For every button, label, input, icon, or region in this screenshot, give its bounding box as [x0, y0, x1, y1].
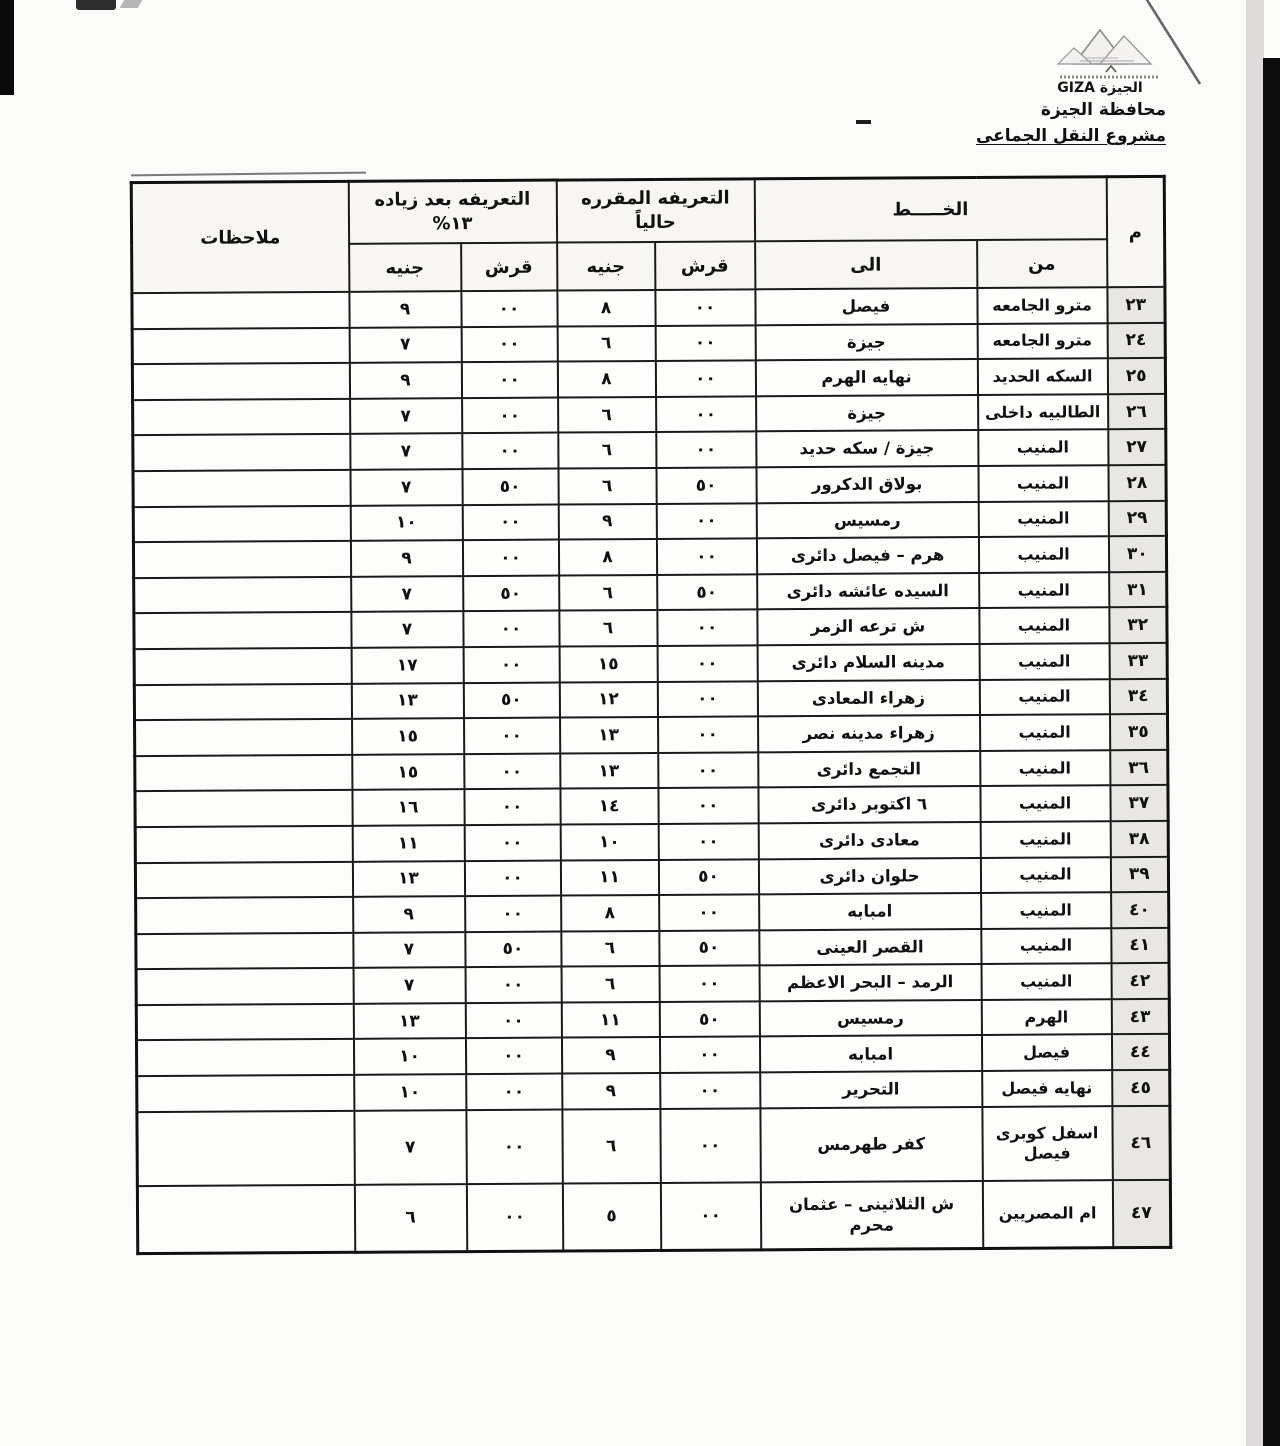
row-number-cell: ٣٥: [1110, 714, 1168, 750]
scan-edge-strip-gray: [1246, 0, 1264, 1446]
current-piasters-cell: ٠٠: [655, 325, 755, 361]
to-cell: مدينه السلام دائرى: [757, 644, 979, 681]
current-pounds-cell: ١٣: [560, 753, 658, 789]
header-current-tariff: [556, 179, 754, 243]
new-pounds-cell: ١٣: [351, 683, 463, 719]
notes-cell: [133, 470, 350, 507]
notes-cell: [132, 363, 349, 400]
row-number-cell: ٤٢: [1111, 963, 1169, 999]
notes-cell: [133, 399, 350, 436]
new-pounds-cell: ٧: [354, 1110, 466, 1185]
current-pounds-cell: ٦: [558, 397, 656, 433]
current-piasters-cell: ٠٠: [656, 432, 756, 468]
row-number-cell: ٢٨: [1108, 465, 1166, 501]
row-number-cell: ٢٤: [1107, 322, 1165, 358]
to-cell: الرمد – البحر الاعظم: [759, 964, 981, 1001]
current-pounds-cell: ٦: [559, 575, 657, 611]
new-piasters-cell: ٠٠: [465, 1002, 561, 1038]
current-piasters-cell: ٥٠: [657, 574, 757, 610]
header-increased-tariff: [348, 180, 556, 244]
separator-dash: [856, 120, 871, 124]
to-cell: هرم – فيصل دائرى: [756, 537, 978, 574]
notes-cell: [133, 434, 350, 471]
from-cell: المنيب: [978, 536, 1108, 572]
new-piasters-cell: ٠٠: [464, 718, 560, 754]
row-number-cell: ٣٣: [1109, 643, 1167, 679]
to-cell: زهراء مدينه نصر: [758, 715, 980, 752]
from-cell: المنيب: [980, 857, 1110, 893]
to-cell: ٦ اكتوبر دائرى: [758, 786, 980, 823]
new-pounds-cell: ١٦: [352, 789, 464, 825]
row-number-cell: ٣١: [1109, 572, 1167, 608]
row-number-cell: ٣٤: [1109, 678, 1167, 714]
new-piasters-cell: ٠٠: [465, 967, 561, 1003]
project-title: مشروع النقل الجماعى: [975, 126, 1166, 146]
current-piasters-cell: ٠٠: [659, 894, 759, 930]
current-piasters-cell: ٠٠: [658, 716, 758, 752]
new-piasters-cell: ٠٠: [461, 326, 557, 362]
new-pounds-cell: ٧: [351, 576, 463, 612]
header-increased-tariff-line2: ١٣%: [432, 213, 473, 235]
from-cell: المنيب: [981, 892, 1111, 928]
to-cell: معادى دائرى: [758, 822, 980, 859]
new-piasters-cell: ٠٠: [466, 1109, 562, 1184]
from-cell: الطالبيه داخلى: [978, 394, 1108, 430]
current-piasters-cell: ٠٠: [658, 823, 758, 859]
current-piasters-cell: ٥٠: [656, 467, 756, 503]
row-number-cell: ٣٨: [1110, 821, 1168, 857]
from-cell: المنيب: [979, 572, 1109, 608]
new-piasters-cell: ٠٠: [461, 291, 557, 327]
new-pounds-cell: ٧: [351, 611, 463, 647]
current-pounds-cell: ٨: [557, 361, 655, 397]
new-piasters-cell: ٠٠: [465, 1038, 561, 1074]
current-pounds-cell: ٦: [558, 468, 656, 504]
row-number-cell: ٤٠: [1111, 892, 1169, 928]
current-pounds-cell: ٦: [562, 1109, 660, 1184]
current-pounds-cell: ٩: [561, 1037, 659, 1073]
new-piasters-cell: ٠٠: [464, 753, 560, 789]
notes-cell: [134, 683, 351, 720]
row-number-cell: ٢٩: [1108, 500, 1166, 536]
to-cell: جيزة: [756, 395, 978, 432]
notes-cell: [135, 861, 352, 898]
to-cell: التحرير: [760, 1071, 982, 1108]
row-number-cell: ٢٧: [1108, 429, 1166, 465]
from-cell: السكه الحديد: [977, 358, 1107, 394]
new-piasters-cell: ٥٠: [463, 682, 559, 718]
new-piasters-cell: ٠٠: [462, 540, 558, 576]
new-piasters-cell: ٠٠: [464, 860, 560, 896]
header-current-pounds: جنيه: [557, 242, 655, 291]
new-piasters-cell: ٠٠: [461, 362, 557, 398]
scan-edge-artifact-left: [0, 0, 14, 95]
from-cell: المنيب: [980, 821, 1110, 857]
notes-cell: [132, 327, 349, 364]
to-cell: كفر طهرمس: [760, 1107, 982, 1182]
row-number-cell: ٣٦: [1110, 750, 1168, 786]
current-piasters-cell: ٠٠: [656, 503, 756, 539]
to-cell: جيزة / سكه حديد: [756, 430, 978, 467]
scan-stray-line: [131, 172, 366, 177]
table-row: [137, 1179, 1170, 1253]
new-pounds-cell: ١٧: [351, 647, 463, 683]
new-piasters-cell: ٠٠: [464, 789, 560, 825]
header-current-piasters: قرش: [655, 241, 755, 290]
from-cell: المنيب: [980, 714, 1110, 750]
new-pounds-cell: ٧: [353, 932, 465, 968]
new-pounds-cell: ٧: [350, 398, 462, 434]
notes-cell: [135, 719, 352, 756]
current-piasters-cell: ٠٠: [656, 538, 756, 574]
current-piasters-cell: ٠٠: [658, 788, 758, 824]
current-pounds-cell: ١٥: [559, 646, 657, 682]
new-piasters-cell: ٥٠: [462, 469, 558, 505]
row-number-cell: ٢٣: [1107, 287, 1165, 323]
from-cell: ام المصريين: [982, 1180, 1112, 1249]
to-cell: امبابه: [759, 1035, 981, 1072]
header-increased-pounds: جنيه: [349, 243, 461, 292]
notes-cell: [133, 541, 350, 578]
giza-pyramids-logo-icon: [1056, 20, 1166, 82]
current-piasters-cell: ٠٠: [655, 361, 755, 397]
from-cell: الهرم: [981, 999, 1111, 1035]
from-cell: المنيب: [978, 501, 1108, 537]
row-number-cell: ٣٠: [1108, 536, 1166, 572]
logo-caption: الجيزة GIZA: [1057, 80, 1143, 96]
to-cell: زهراء المعادى: [757, 680, 979, 717]
notes-cell: [137, 1075, 354, 1112]
from-cell: مترو الجامعه: [977, 323, 1107, 359]
row-number-cell: ٣٩: [1110, 856, 1168, 892]
notes-cell: [135, 755, 352, 792]
notes-cell: [136, 1039, 353, 1076]
current-pounds-cell: ١١: [561, 1002, 659, 1038]
table-row: [137, 1105, 1170, 1185]
notes-cell: [135, 826, 352, 863]
new-piasters-cell: ٥٠: [465, 931, 561, 967]
fares-table-wrap: [130, 175, 1170, 1255]
table-header: [131, 176, 1165, 293]
new-pounds-cell: ٧: [353, 967, 465, 1003]
new-piasters-cell: ٠٠: [465, 896, 561, 932]
notes-cell: [132, 292, 349, 329]
org-title: محافظة الجيزة: [1040, 100, 1166, 120]
from-cell: المنيب: [979, 608, 1109, 644]
row-number-cell: ٣٧: [1110, 785, 1168, 821]
current-pounds-cell: ٦: [561, 966, 659, 1002]
to-cell: نهايه الهرم: [755, 359, 977, 396]
notes-cell: [136, 933, 353, 970]
current-pounds-cell: ٦: [558, 432, 656, 468]
notes-cell: [133, 505, 350, 542]
notes-cell: [137, 1184, 354, 1253]
current-pounds-cell: ١٠: [560, 824, 658, 860]
current-piasters-cell: ٥٠: [659, 930, 759, 966]
from-cell: المنيب: [979, 679, 1109, 715]
new-pounds-cell: ٦: [354, 1184, 466, 1253]
from-cell: مترو الجامعه: [977, 287, 1107, 323]
row-number-cell: ٢٥: [1107, 358, 1165, 394]
current-piasters-cell: ٠٠: [660, 1072, 760, 1108]
current-pounds-cell: ١١: [560, 859, 658, 895]
new-pounds-cell: ٩: [350, 540, 462, 576]
new-pounds-cell: ٧: [350, 434, 462, 470]
from-cell: المنيب: [978, 465, 1108, 501]
current-piasters-cell: ٠٠: [657, 681, 757, 717]
new-pounds-cell: ٩: [353, 896, 465, 932]
header-notes: ملاحظات: [131, 181, 349, 293]
current-piasters-cell: ٠٠: [660, 1108, 760, 1183]
from-cell: المنيب: [981, 963, 1111, 999]
notes-cell: [134, 612, 351, 649]
from-cell: المنيب: [980, 750, 1110, 786]
from-cell: فيصل: [981, 1035, 1111, 1071]
current-piasters-cell: ٠٠: [658, 752, 758, 788]
to-cell: التجمع دائرى: [758, 751, 980, 788]
to-cell: القصر العينى: [759, 929, 981, 966]
scan-edge-strip-black: [1263, 58, 1280, 1446]
current-piasters-cell: ٠٠: [656, 396, 756, 432]
to-cell: فيصل: [755, 288, 977, 325]
to-cell: رمسيس: [756, 502, 978, 539]
new-pounds-cell: ٩: [349, 291, 461, 327]
current-pounds-cell: ١٣: [560, 717, 658, 753]
new-pounds-cell: ١٠: [354, 1074, 466, 1110]
to-cell: جيزة: [755, 324, 977, 361]
to-cell: امبابه: [759, 893, 981, 930]
row-number-cell: ٤٣: [1111, 999, 1169, 1035]
new-pounds-cell: ٧: [349, 327, 461, 363]
new-piasters-cell: ٠٠: [462, 397, 558, 433]
row-number-cell: ٢٦: [1108, 394, 1166, 430]
current-piasters-cell: ٠٠: [660, 1037, 760, 1073]
from-cell: نهايه فيصل: [982, 1070, 1112, 1106]
notes-cell: [136, 897, 353, 934]
from-cell: المنيب: [981, 928, 1111, 964]
new-piasters-cell: ٠٠: [463, 611, 559, 647]
header-to: الى: [755, 240, 977, 289]
current-pounds-cell: ٨: [561, 895, 659, 931]
new-pounds-cell: ١٥: [352, 718, 464, 754]
notes-cell: [137, 1110, 354, 1185]
header-current-tariff-line1: التعريفه المقرره: [580, 187, 730, 210]
current-pounds-cell: ٥: [562, 1183, 660, 1252]
from-cell: المنيب: [979, 643, 1109, 679]
new-piasters-cell: ٥٠: [463, 575, 559, 611]
row-number-cell: ٤٥: [1112, 1070, 1170, 1106]
scan-mark-top: [76, 0, 116, 10]
new-piasters-cell: ٠٠: [466, 1074, 562, 1110]
notes-cell: [134, 648, 351, 685]
to-cell: السيده عائشه دائرى: [757, 573, 979, 610]
row-number-cell: ٣٢: [1109, 607, 1167, 643]
to-cell: بولاق الدكرور: [756, 466, 978, 503]
to-cell: ش ترعه الزمر: [757, 608, 979, 645]
current-pounds-cell: ٩: [562, 1073, 660, 1109]
current-piasters-cell: ٠٠: [659, 966, 759, 1002]
current-piasters-cell: ٠٠: [657, 610, 757, 646]
to-cell: ش الثلاثينى – عثمان محرم: [760, 1181, 982, 1250]
current-pounds-cell: ٦: [559, 610, 657, 646]
current-piasters-cell: ٠٠: [655, 289, 755, 325]
new-pounds-cell: ١٣: [352, 861, 464, 897]
current-pounds-cell: ١٢: [559, 681, 657, 717]
row-number-cell: ٤١: [1111, 928, 1169, 964]
new-piasters-cell: ٠٠: [462, 504, 558, 540]
header-from: من: [977, 239, 1107, 288]
current-piasters-cell: ٠٠: [660, 1182, 760, 1251]
row-number-cell: ٤٦: [1112, 1105, 1170, 1179]
fare-table-body: [132, 287, 1171, 1254]
new-pounds-cell: ١٠: [350, 505, 462, 541]
current-pounds-cell: ٦: [561, 931, 659, 967]
to-cell: حلوان دائرى: [758, 857, 980, 894]
header-increased-tariff-line1: التعريفه بعد زياده: [374, 188, 531, 211]
from-cell: المنيب: [980, 786, 1110, 822]
scan-mark-top-small: [120, 0, 143, 8]
new-piasters-cell: ٠٠: [464, 824, 560, 860]
from-cell: اسفل كوبرى فيصل: [982, 1106, 1112, 1181]
notes-cell: [136, 968, 353, 1005]
row-number-cell: ٤٧: [1112, 1179, 1170, 1247]
row-number-cell: ٤٤: [1111, 1034, 1169, 1070]
new-piasters-cell: ٠٠: [463, 646, 559, 682]
header-serial: م: [1106, 176, 1165, 287]
to-cell: رمسيس: [759, 1000, 981, 1037]
current-pounds-cell: ١٤: [560, 788, 658, 824]
new-piasters-cell: ٠٠: [462, 433, 558, 469]
new-pounds-cell: ٩: [349, 362, 461, 398]
header-current-tariff-line2: حالياً: [635, 211, 676, 234]
current-pounds-cell: ٩: [558, 504, 656, 540]
new-pounds-cell: ١١: [352, 825, 464, 861]
notes-cell: [134, 577, 351, 614]
new-pounds-cell: ١٣: [353, 1003, 465, 1039]
current-pounds-cell: ٦: [557, 326, 655, 362]
current-pounds-cell: ٨: [558, 539, 656, 575]
current-piasters-cell: ٠٠: [657, 645, 757, 681]
new-piasters-cell: ٠٠: [466, 1183, 562, 1252]
current-piasters-cell: ٥٠: [658, 859, 758, 895]
current-pounds-cell: ٨: [557, 290, 655, 326]
from-cell: المنيب: [978, 430, 1108, 466]
header-increased-piasters: قرش: [461, 243, 557, 292]
new-pounds-cell: ١٠: [353, 1039, 465, 1075]
new-pounds-cell: ١٥: [352, 754, 464, 790]
new-pounds-cell: ٧: [350, 469, 462, 505]
notes-cell: [135, 790, 352, 827]
header-line: الخـــــط: [754, 177, 1106, 242]
current-piasters-cell: ٥٠: [659, 1001, 759, 1037]
fares-table: [130, 175, 1173, 1255]
notes-cell: [136, 1004, 353, 1041]
